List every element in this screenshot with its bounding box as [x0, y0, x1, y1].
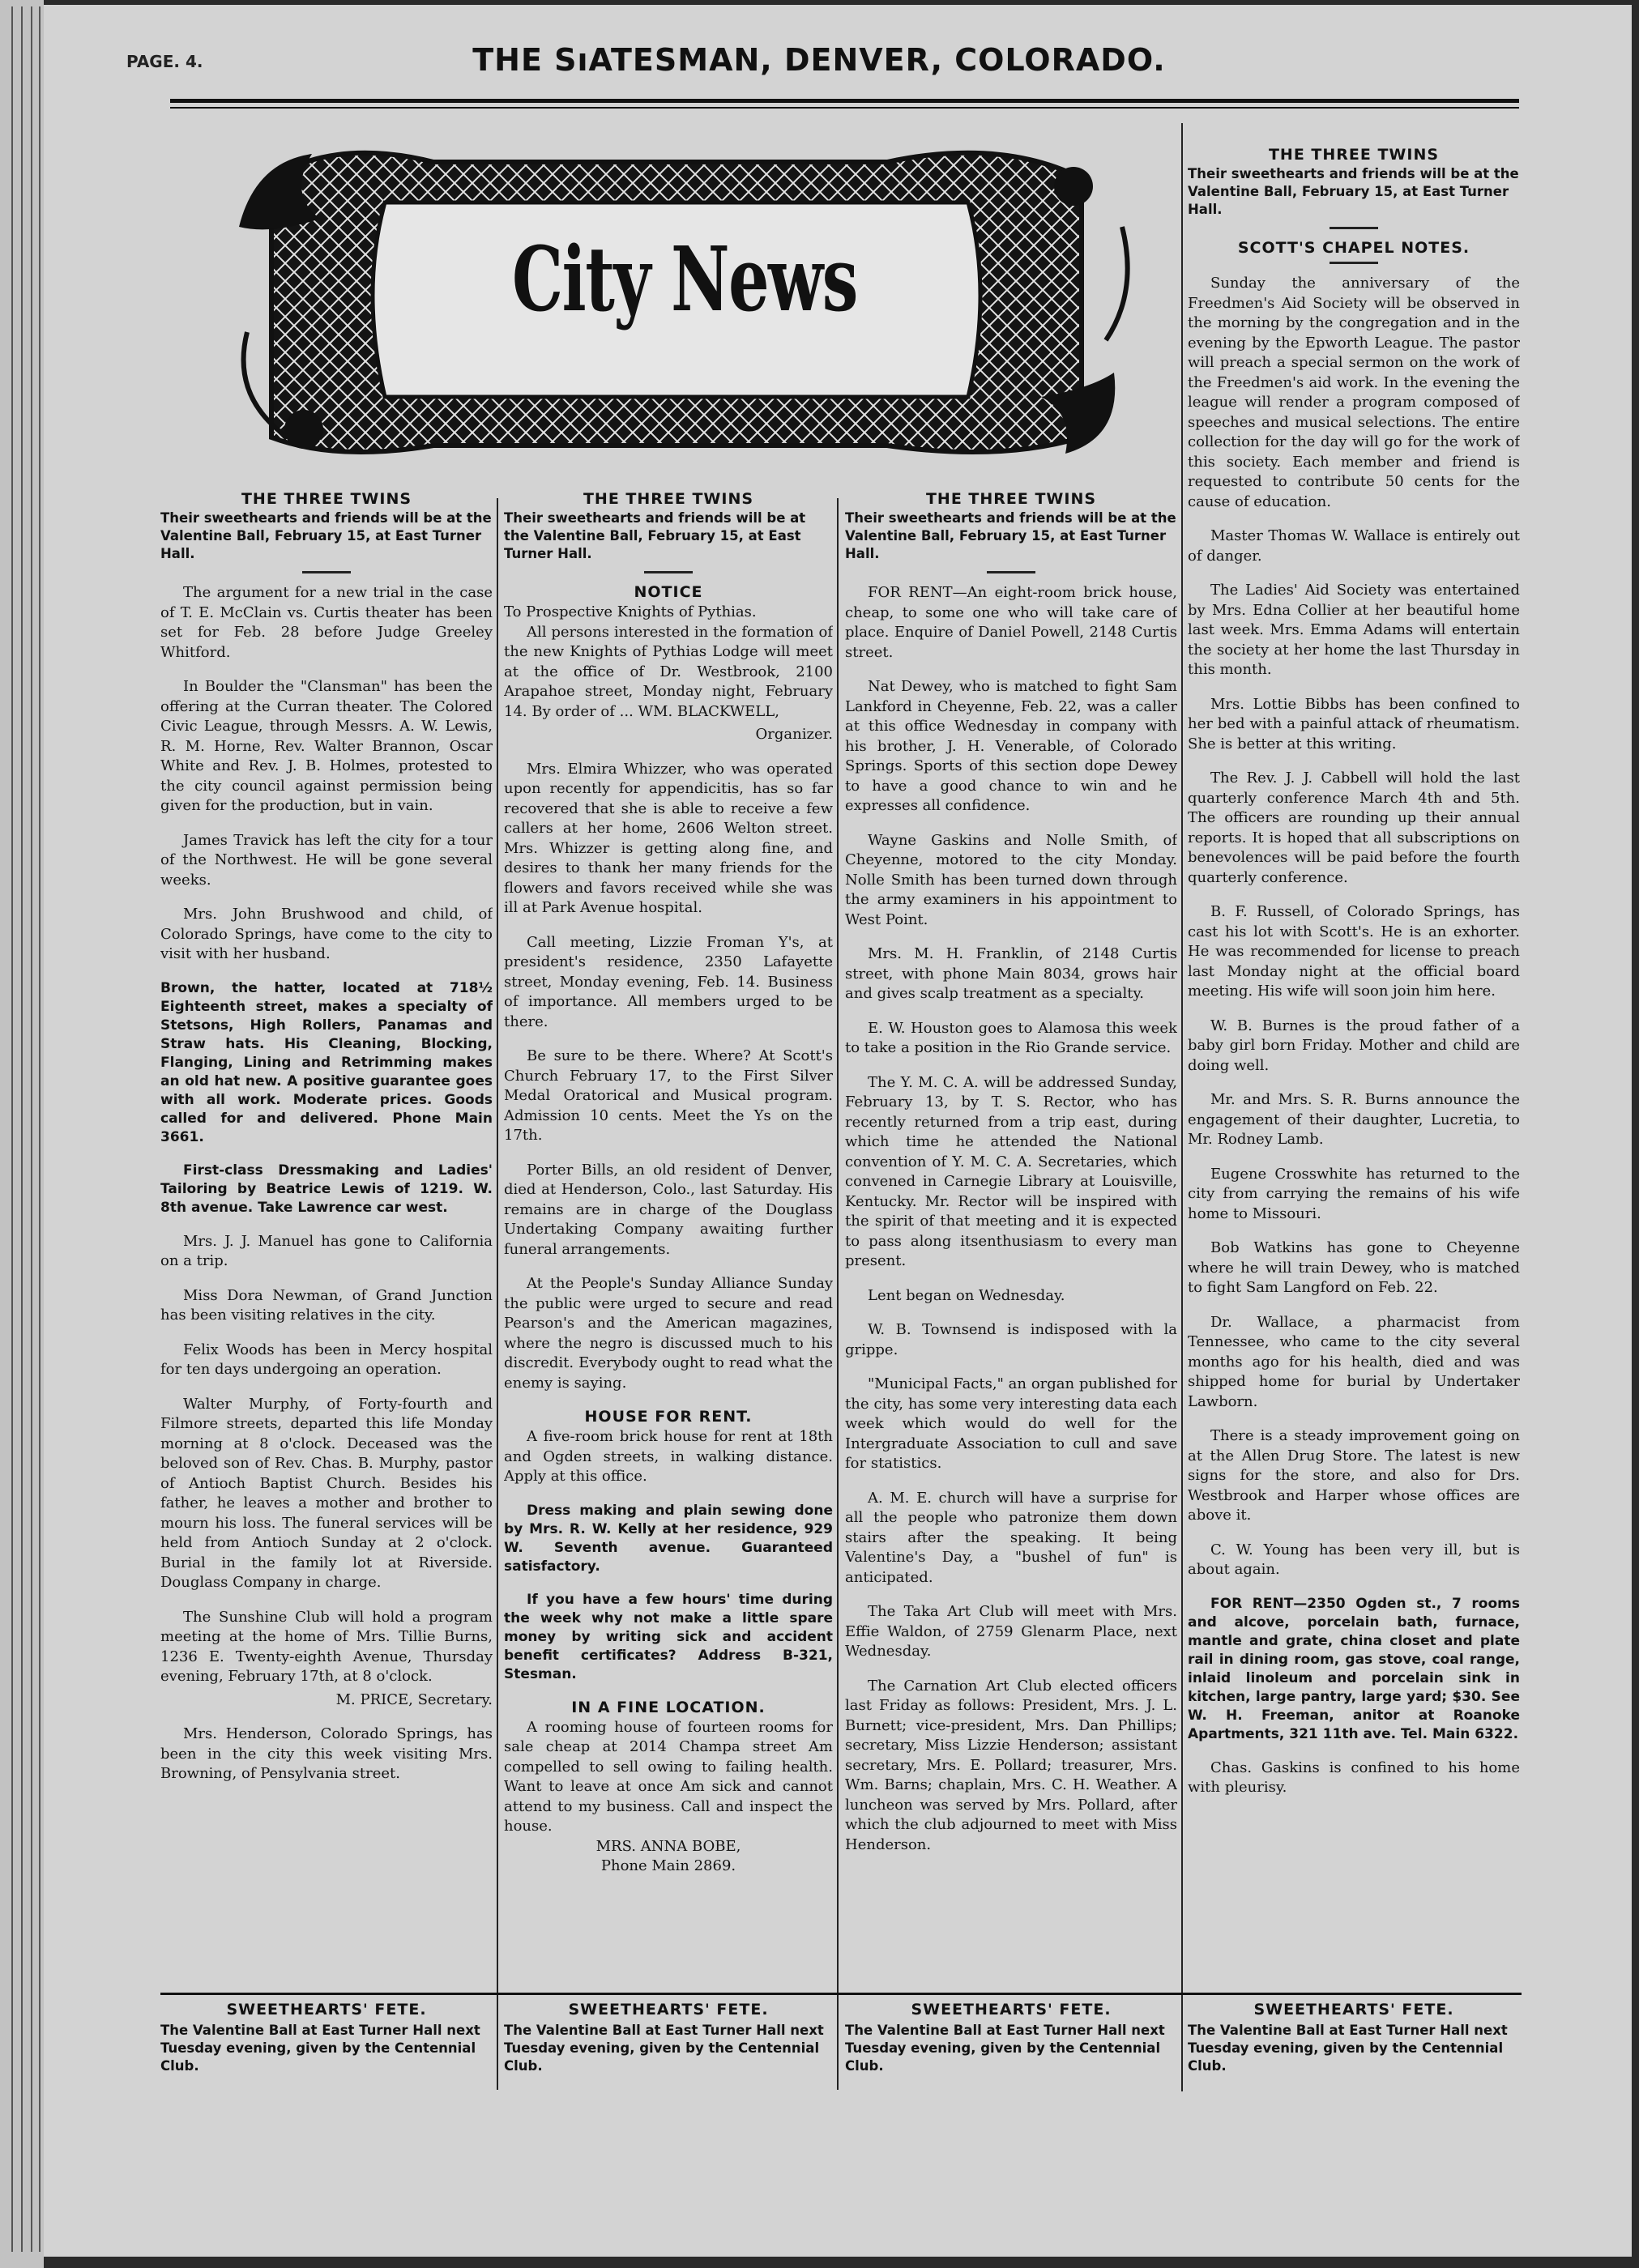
- notice-heading: NOTICE: [634, 583, 703, 601]
- article: The Taka Art Club will meet with Mrs. Effie Waldon, of 2759 Glenarm Place, next Wednesday.: [845, 1603, 1177, 1660]
- three-twins-text: Their sweethearts and friends will be at the Valentine Ball, February 15, at East Turner Hall.: [504, 510, 806, 561]
- advertisement: Brown, the hatter, located at 718½ Eighteenth street, makes a specialty of Stetsons, High Rollers, Panamas and Straw hats. His Cleaning, Blocking, Flanging, Lining and Retrimming makes an old hat new. A positive guarantee goes with all work. Moderate prices. Goods called for and delivered. Phone Main 3661.: [160, 979, 493, 1145]
- article: Wayne Gaskins and Nolle Smith, of Cheyenne, motored to the city Monday. Nolle Smith has been turned down through the army examiners in his appointment to West Point.: [845, 831, 1177, 928]
- sweethearts-fete-heading: SWEETHEARTS' FETE.: [911, 2001, 1112, 2019]
- sweethearts-fete-text: The Valentine Ball at East Turner Hall next Tuesday evening, given by the Centennial Club.: [160, 2023, 480, 2074]
- sweethearts-fete-box: [1188, 2001, 1520, 2075]
- article: James Travick has left the city for a tour of the Northwest. He will be gone several weeks.: [160, 831, 493, 889]
- page-stack-edges: [0, 0, 44, 2268]
- column-divider: [837, 498, 839, 2090]
- article: FOR RENT—An eight-room brick house, cheap, to some one who will take care of place. Enquire of Daniel Powell, 2148 Curtis street.: [845, 584, 1177, 661]
- advertisement: Dress making and plain sewing done by Mrs. R. W. Kelly at her residence, 929 W. Seventh avenue. Guaranteed satisfactory.: [504, 1502, 833, 1575]
- three-twins-text: Their sweethearts and friends will be at the Valentine Ball, February 15, at East Turner Hall.: [845, 510, 1176, 561]
- sweethearts-fete-heading: SWEETHEARTS' FETE.: [226, 2001, 427, 2019]
- signature: MRS. ANNA BOBE,: [595, 1837, 741, 1855]
- article: Master Thomas W. Wallace is entirely out of danger.: [1188, 527, 1520, 565]
- article: Be sure to be there. Where? At Scott's Church February 17, to the First Silver Medal Oratorical and Musical program. Admission 10 cents. Meet the Ys on the 17th.: [504, 1047, 833, 1144]
- column-2: [504, 490, 833, 1997]
- article: In Boulder the "Clansman" has been the offering at the Curran theater. The Colored Civic League, through Messrs. A. W. Lewis, R. M. Horne, Rev. Walter Brannon, Oscar White and Rev. J. B. Holmes, protested to the city council against permission being given for the production, but in vain.: [160, 678, 493, 814]
- sweethearts-fete-text: The Valentine Ball at East Turner Hall next Tuesday evening, given by the Centennial Club.: [1188, 2023, 1508, 2074]
- sweethearts-fete-box: [845, 2001, 1177, 2075]
- article: At the People's Sunday Alliance Sunday the public were urged to secure and read Pearson's and the American magazines, where the negro is discussed much to his discredit. Everybody ought to read what the enemy is saying.: [504, 1275, 833, 1392]
- column-4: [1188, 146, 1520, 1997]
- signature: Phone Main 2869.: [600, 1857, 736, 1874]
- notice-text: All persons interested in the formation of the new Knights of Pythias Lodge will meet at the office of Dr. Westbrook, 2100 Arapahoe street, Monday night, February 14. By order of ... WM. BLACKWELL,: [504, 623, 833, 720]
- fine-location-heading: IN A FINE LOCATION.: [571, 1698, 766, 1716]
- column-1: [160, 490, 493, 1997]
- masthead-rule-thick: [170, 99, 1519, 103]
- article: The argument for a new trial in the case of T. E. McClain vs. Curtis theater has been set for Feb. 28 before Judge Greeley Whitford.: [160, 584, 493, 661]
- column-3: [845, 490, 1177, 1997]
- article: W. B. Burnes is the proud father of a baby girl born Friday. Mother and child are doing well.: [1188, 1017, 1520, 1074]
- article: "Municipal Facts," an organ published for the city, has some very interesting data each week which would do well for the Intergraduate Association to cull and save for statistics.: [845, 1375, 1177, 1472]
- article: Mrs. John Brushwood and child, of Colorado Springs, have come to the city to visit with her husband.: [160, 906, 493, 962]
- three-twins-heading: THE THREE TWINS: [1268, 146, 1440, 164]
- chapel-notes-heading: SCOTT'S CHAPEL NOTES.: [1237, 239, 1470, 257]
- article: Lent began on Wednesday.: [868, 1286, 1065, 1304]
- bottom-rule: [160, 1993, 1522, 1995]
- article: Chas. Gaskins is confined to his home with pleurisy.: [1188, 1759, 1520, 1796]
- sweethearts-fete-heading: SWEETHEARTS' FETE.: [1253, 2001, 1454, 2019]
- article: Eugene Crosswhite has returned to the city from carrying the remains of his wife home to Missouri.: [1188, 1165, 1520, 1222]
- house-for-rent-heading: HOUSE FOR RENT.: [584, 1408, 753, 1426]
- newspaper-title: THE SıATESMAN, DENVER, COLORADO.: [472, 42, 1166, 78]
- article: Dr. Wallace, a pharmacist from Tennessee, who came to the city several months ago for his health, died and was shipped home for burial by Undertaker Lawborn.: [1188, 1313, 1520, 1410]
- article: The Carnation Art Club elected officers last Friday as follows: President, Mrs. J. L. Burnett; vice-president, Mrs. Dan Phillips; secretary, Miss Lizzie Henderson; assistant secretary, Mrs. E. Pollard; treasurer, Mrs. Wm. Barns; chaplain, Mrs. C. H. Weather. A luncheon was served by Mrs. Pollard, after which the club adjourned to meet with Miss Henderson.: [845, 1677, 1177, 1853]
- masthead-rule-thin: [170, 107, 1519, 109]
- article: E. W. Houston goes to Alamosa this week to take a position in the Rio Grande service.: [845, 1019, 1177, 1056]
- article: The Rev. J. J. Cabbell will hold the last quarterly conference March 4th and 5th. The officers are rounding up their annual reports. It is hoped that all subscriptions on benevolences will be paid before the fourth quarterly conference.: [1188, 770, 1520, 886]
- article: There is a steady improvement going on at the Allen Drug Store. The latest is new signs for the store, and also for Drs. Westbrook and Harper whose offices are above it.: [1188, 1427, 1520, 1524]
- article: C. W. Young has been very ill, but is about again.: [1188, 1541, 1520, 1578]
- article: A five-room brick house for rent at 18th and Ogden streets, in walking distance. Apply at this office.: [504, 1428, 833, 1485]
- article: Mrs. Elmira Whizzer, who was operated upon recently for appendicitis, has so far recovered that she is able to receive a few callers at her home, 2606 Welton street. Mrs. Whizzer is getting along fine, and desires to thank her many friends for the flowers and favors received while she was ill at Park Avenue hospital.: [504, 760, 833, 916]
- article: The Y. M. C. A. will be addressed Sunday, February 13, by T. S. Rector, who has recently returned from a trip east, during which time he attended the National convention of Y. M. C. A. Secretaries, which convened in Carnegie Library at Louisville, Kentucky. Mr. Rector will be inspired with the spirit of that meeting and it is expected to pass along itsenthusiasm to every man present.: [845, 1073, 1177, 1269]
- signature: Organizer.: [755, 726, 833, 743]
- sweethearts-fete-box: [504, 2001, 833, 2075]
- article: A. M. E. church will have a surprise for all the people who patronize them down stairs after the speaking. It being Valentine's Day, a "bushel of fun" is anticipated.: [845, 1489, 1177, 1586]
- article: Mrs. J. J. Manuel has gone to California on a trip.: [160, 1232, 493, 1269]
- signature: M. PRICE, Secretary.: [335, 1690, 493, 1708]
- article: The Sunshine Club will hold a program meeting at the home of Mrs. Tillie Burns, 1236 E. Twenty-eighth Avenue, Thursday evening, February 17th, at 8 o'clock.: [160, 1608, 493, 1685]
- article: Mrs. Henderson, Colorado Springs, has been in the city this week visiting Mrs. Browning, of Pensylvania street.: [160, 1725, 493, 1782]
- page-number: PAGE. 4.: [126, 52, 203, 71]
- city-news-banner: [223, 130, 1146, 470]
- three-twins-heading: THE THREE TWINS: [925, 490, 1097, 508]
- article: The Ladies' Aid Society was entertained by Mrs. Edna Collier at her beautiful home last week. Mrs. Emma Adams will entertain the society at her home the last Thursday in this month.: [1188, 582, 1520, 678]
- notice-subheading: To Prospective Knights of Pythias.: [504, 603, 757, 620]
- sweethearts-fete-box: [160, 2001, 493, 2075]
- advertisement: If you have a few hours' time during the week why not make a little spare money by writing sick and accident benefit certificates? Address B-321, Stesman.: [504, 1591, 833, 1682]
- article: Sunday the anniversary of the Freedmen's Aid Society will be observed in the morning by the congregation and in the evening by the Epworth League. The pastor will preach a special sermon on the work of the Freedmen's aid work. In the evening the league will render a program composed of speeches and musical selections. The entire collection for the day will go for the work of this society. Each member and friend is requested to contribute 50 cents for the cause of education.: [1188, 275, 1520, 510]
- sweethearts-fete-heading: SWEETHEARTS' FETE.: [568, 2001, 769, 2019]
- column-divider: [497, 498, 498, 2090]
- article: Walter Murphy, of Forty-fourth and Filmore streets, departed this life Monday morning at 8 o'clock. Deceased was the beloved son of Rev. Chas. B. Murphy, pastor of Antioch Baptist Church. Besides his father, he leaves a mother and brother to mourn his loss. The funeral services will be held from Antioch Sunday at 2 o'clock. Burial in the family lot at Riverside. Douglass Company in charge.: [160, 1395, 493, 1591]
- article: W. B. Townsend is indisposed with la grippe.: [845, 1321, 1177, 1358]
- article: B. F. Russell, of Colorado Springs, has cast his lot with Scott's. He is an exhorter. He was recommended for license to preach last Monday night at the official board meeting. His wife will soon join him here.: [1188, 903, 1520, 1000]
- three-twins-text: Their sweethearts and friends will be at the Valentine Ball, February 15, at East Turner Hall.: [1188, 166, 1519, 217]
- article: A rooming house of fourteen rooms for sale cheap at 2014 Champa street Am compelled to sell owing to failing health. Want to leave at once Am sick and cannot attend to my business. Call and inspect the house.: [504, 1718, 833, 1835]
- three-twins-heading: THE THREE TWINS: [583, 490, 754, 508]
- masthead: [126, 42, 1512, 91]
- article: Miss Dora Newman, of Grand Junction has been visiting relatives in the city.: [160, 1286, 493, 1324]
- article: Mrs. Lottie Bibbs has been confined to her bed with a painful attack of rheumatism. She is better at this writing.: [1188, 695, 1520, 752]
- article: Porter Bills, an old resident of Denver, died at Henderson, Colo., last Saturday. His remains are in charge of the Douglass Undertaking Company awaiting further funeral arrangements.: [504, 1161, 833, 1258]
- three-twins-text: Their sweethearts and friends will be at the Valentine Ball, February 15, at East Turner Hall.: [160, 510, 492, 561]
- article: Mrs. M. H. Franklin, of 2148 Curtis street, with phone Main 8034, grows hair and gives scalp treatment as a specialty.: [845, 945, 1177, 1002]
- article: Mr. and Mrs. S. R. Burns announce the engagement of their daughter, Lucretia, to Mr. Rodney Lamb.: [1188, 1091, 1520, 1148]
- article: Nat Dewey, who is matched to fight Sam Lankford in Cheyenne, Feb. 22, was a caller at this office Wednesday in company with his brother, J. H. Venerable, of Colorado Springs. Sports of this section dope Dewey to have a good chance to win and he expresses all confidence.: [845, 678, 1177, 814]
- advertisement: FOR RENT—2350 Ogden st., 7 rooms and alcove, porcelain bath, furnace, mantle and grate, china closet and plate rail in dining room, gas stove, coal range, inlaid linoleum and porcelain sink in kitchen, large pantry, large yard; $30. See W. H. Freeman, anitor at Roanoke Apartments, 321 11th ave. Tel. Main 6322.: [1188, 1595, 1520, 1742]
- column-divider: [1181, 123, 1183, 2091]
- advertisement: First-class Dressmaking and Ladies' Tailoring by Beatrice Lewis of 1219. W. 8th avenue. Take Lawrence car west.: [160, 1162, 493, 1216]
- article: Bob Watkins has gone to Cheyenne where he will train Dewey, who is matched to fight Sam Langford on Feb. 22.: [1188, 1239, 1520, 1296]
- sweethearts-fete-text: The Valentine Ball at East Turner Hall next Tuesday evening, given by the Centennial Club.: [845, 2023, 1165, 2074]
- banner-title: City News: [512, 227, 857, 331]
- sweethearts-fete-text: The Valentine Ball at East Turner Hall next Tuesday evening, given by the Centennial Club.: [504, 2023, 824, 2074]
- article: Call meeting, Lizzie Froman Y's, at president's residence, 2350 Lafayette street, Monday evening, Feb. 14. Business of importance. All members urged to be there.: [504, 933, 833, 1030]
- three-twins-heading: THE THREE TWINS: [241, 490, 412, 508]
- article: Felix Woods has been in Mercy hospital for ten days undergoing an operation.: [160, 1341, 493, 1378]
